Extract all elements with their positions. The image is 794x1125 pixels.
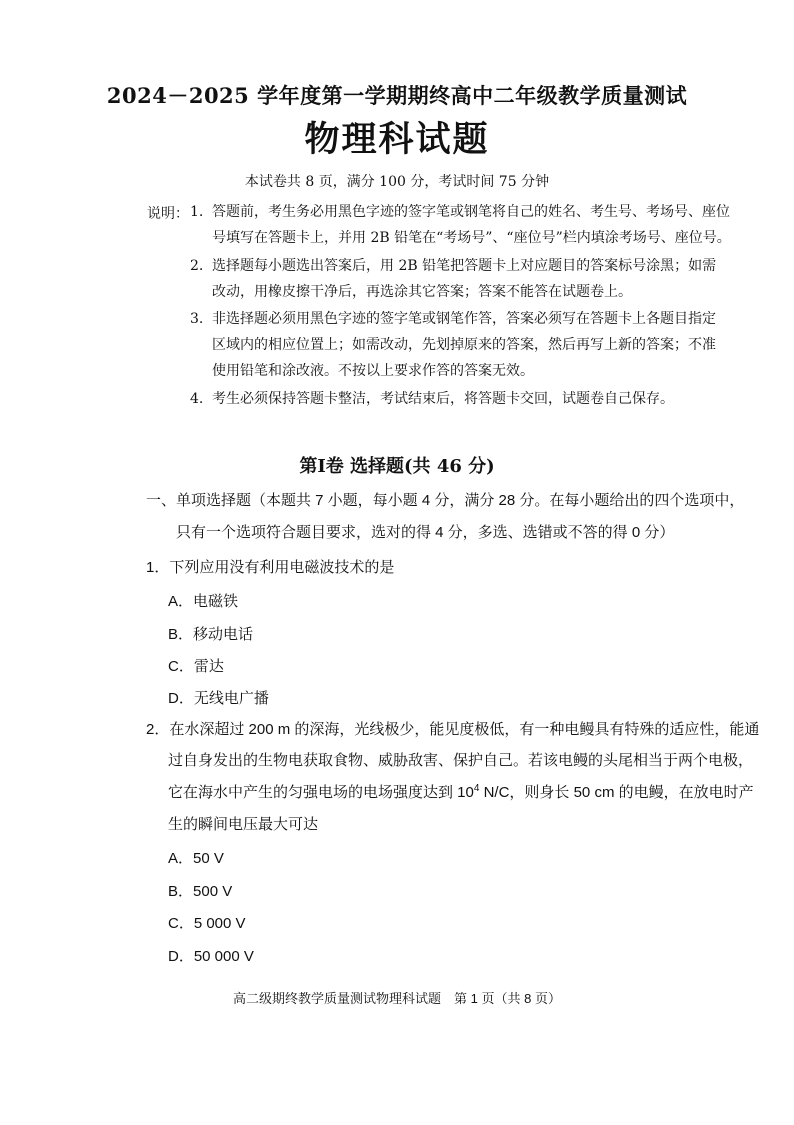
exam-info: 本试卷共 8 页，满分 100 分，考试时间 75 分钟 <box>244 174 550 190</box>
note-line: 号填写在答题卡上，并用 2B 铅笔在“考场号”、“座位号”栏内填涂考场号、座位号。 <box>212 230 731 246</box>
note-item <box>190 253 750 305</box>
question-1-text: 1．下列应用没有利用电磁波技术的是 <box>146 559 395 576</box>
note-number: 3. <box>190 311 204 327</box>
note-item <box>190 386 750 412</box>
note-item <box>190 199 750 251</box>
notes-label: 说明： <box>147 206 189 222</box>
note-line: 使用铅笔和涂改液。不按以上要求作答的答案无效。 <box>212 363 534 379</box>
page-footer: 高二级期终教学质量测试物理科试题 第 1 页（共 8 页） <box>233 991 561 1006</box>
question-2-line: 过自身发出的生物电获取食物、威胁敌害、保护自己。若该电鳗的头尾相当于两个电极， <box>168 752 754 769</box>
note-line: 考生必须保持答题卡整洁，考试结束后，将答题卡交回，试题卷自己保存。 <box>212 391 674 407</box>
note-number: 1. <box>190 204 204 220</box>
note-line: 改动，用橡皮擦干净后，再选涂其它答案；答案不能答在试题卷上。 <box>212 284 632 300</box>
note-item <box>190 306 750 384</box>
question-2-option-b: B．500 V <box>168 883 233 900</box>
note-number: 2. <box>190 258 204 274</box>
note-line: 非选择题必须用黑色字迹的签字笔或钢笔作答，答案必须写在答题卡上各题目指定 <box>212 311 716 327</box>
part-instruction-line: 一、单项选择题（本题共 7 小题，每小题 4 分，满分 28 分。在每小题给出的四个选项中， <box>146 492 745 509</box>
exam-header-title: 2024－2025 学年度第一学期期终高中二年级教学质量测试 <box>106 83 688 108</box>
part-instruction-line: 只有一个选项符合题目要求，选对的得 4 分，多选、选错或不答的得 0 分） <box>176 524 675 541</box>
note-line: 答题前，考生务必用黑色字迹的签字笔或钢笔将自己的姓名、考生号、考场号、座位 <box>212 204 730 220</box>
exponent: 4 <box>473 783 480 794</box>
question-2-option-c: C．5 000 V <box>168 915 246 932</box>
question-2-line: 生的瞬间电压最大可达 <box>168 816 319 833</box>
question-1-option-d: D．无线电广播 <box>168 690 269 707</box>
question-1-option-b: B．移动电话 <box>168 626 254 643</box>
question-2-line: 2．在水深超过 200 m 的深海，光线极少，能见度极低，有一种电鳗具有特殊的适应性，能通 <box>146 721 760 738</box>
question-1-option-a: A．电磁铁 <box>168 593 239 610</box>
section-title: 第Ⅰ卷 选择题(共 46 分) <box>299 456 495 477</box>
note-number: 4. <box>190 391 204 407</box>
question-2-line <box>168 781 754 802</box>
note-line: 区域内的相应位置上；如需改动，先划掉原来的答案，然后再写上新的答案；不准 <box>212 337 716 353</box>
note-line: 选择题每小题选出答案后，用 2B 铅笔把答题卡上对应题目的答案标号涂黑；如需 <box>212 258 717 274</box>
subject-title: 物理科试题 <box>304 119 490 160</box>
question-1-option-c: C．雷达 <box>168 658 224 675</box>
question-2-text-part: N/C，则身长 50 cm 的电鳗，在放电时产 <box>479 784 754 801</box>
question-2-option-a: A．50 V <box>168 850 224 867</box>
question-2-text-part: 它在海水中产生的匀强电场的电场强度达到 10 <box>168 784 474 801</box>
question-2-option-d: D．50 000 V <box>168 948 254 965</box>
